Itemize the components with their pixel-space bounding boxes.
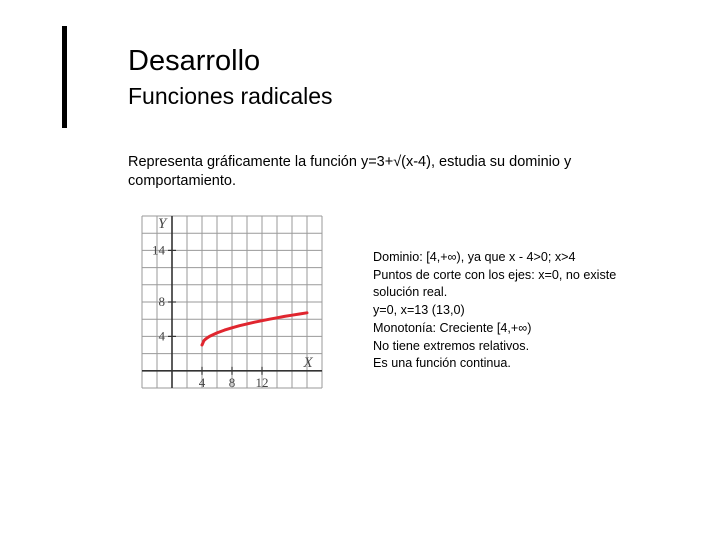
- ticks: [152, 216, 314, 390]
- y-tick-label: 4: [158, 328, 165, 344]
- x-tick-label: 8: [228, 374, 236, 390]
- curve-layer: [202, 313, 307, 345]
- accent-bar: [62, 26, 67, 128]
- slide-subtitle: Funciones radicales: [128, 83, 333, 109]
- x-tick-label: 4: [198, 374, 206, 390]
- note-line: No tiene extremos relativos.: [373, 338, 530, 353]
- function-graph: [134, 212, 324, 392]
- note-line: y=0, x=13 (13,0): [373, 303, 465, 318]
- note-line: Es una función continua.: [373, 356, 511, 371]
- y-axis-label: Y: [158, 216, 167, 232]
- exercise-prompt: Representa gráficamente la función y=3+√(x-4), estudia su dominio y comportamiento.: [128, 154, 572, 189]
- note-line: Puntos de corte con los ejes: x=0, no existe: [373, 267, 617, 282]
- note-line: Dominio: [4,+∞), ya que x - 4>0; x>4: [373, 250, 576, 264]
- x-axis-label: X: [303, 354, 313, 371]
- note-line: solución real.: [373, 285, 448, 300]
- x-tick-label: 12: [255, 374, 269, 390]
- y-tick-label: 8: [158, 294, 165, 309]
- y-tick-label: 14: [152, 242, 165, 258]
- analysis-notes: [373, 249, 663, 373]
- function-curve: [202, 313, 307, 345]
- note-line: Monotonía: Creciente [4,+∞): [373, 320, 532, 335]
- slide-title: Desarrollo: [128, 45, 261, 77]
